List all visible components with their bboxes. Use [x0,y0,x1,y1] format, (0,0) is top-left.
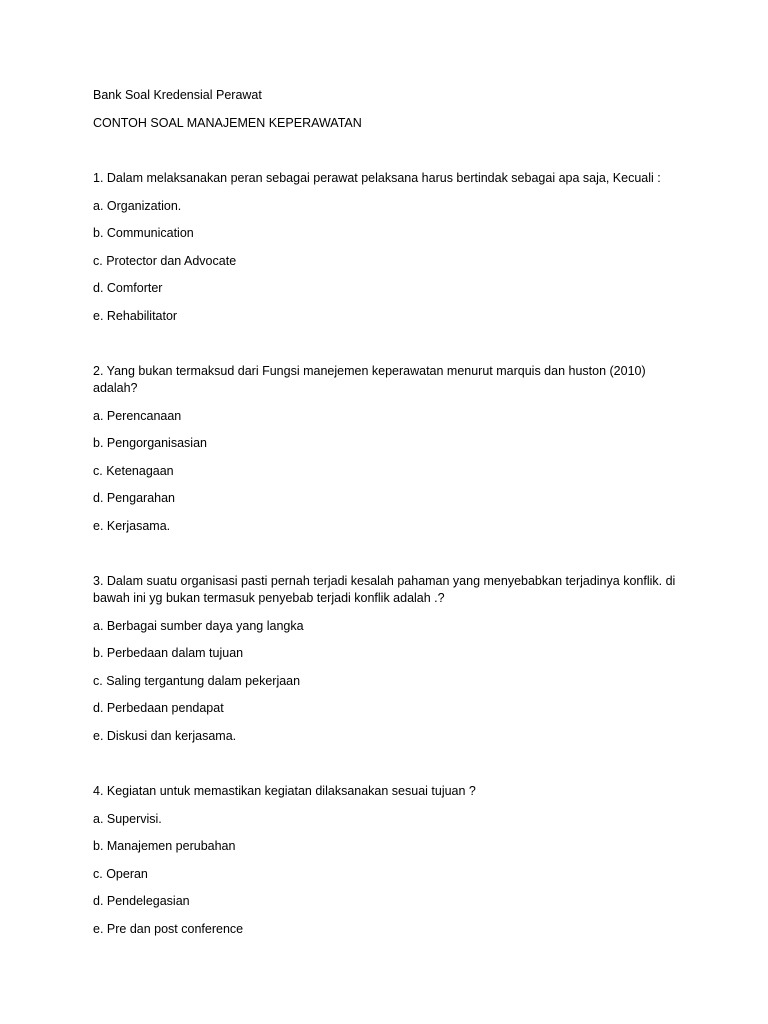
document-subtitle: CONTOH SOAL MANAJEMEN KEPERAWATAN [93,115,362,130]
question-2-option-b: b. Pengorganisasian [93,436,207,450]
question-4-option-b: b. Manajemen perubahan [93,839,236,853]
question-4-text: 4. Kegiatan untuk memastikan kegiatan dilaksanakan sesuai tujuan ? [93,783,476,798]
question-3-option-a: a. Berbagai sumber daya yang langka [93,618,304,633]
question-4-option-e: e. Pre dan post conference [93,921,244,936]
question-3-option-d: d. Perbedaan pendapat [93,701,224,715]
document-content [93,87,693,976]
question-1-option-d: d. Comforter [93,281,163,295]
question-block-1 [93,170,693,325]
question-1-option-b: b. Communication [93,226,194,240]
question-2-option-e: e. Kerjasama. [93,518,171,533]
question-2-option-a: a. Perencanaan [93,408,182,423]
document-title: Bank Soal Kredensial Perawat [93,88,262,102]
question-1-option-e: e. Rehabilitator [93,308,178,323]
question-3-option-e: e. Diskusi dan kerjasama. [93,728,237,743]
question-4-option-c: c. Operan [93,866,148,881]
question-2-option-d: d. Pengarahan [93,491,176,505]
question-3-text: 3. Dalam suatu organisasi pasti pernah terjadi kesalah pahaman yang menyebabkan terjadinya konflik. di bawah ini yg bukan termasuk penyebab terjadi konflik adalah .? [93,573,676,605]
question-block-3 [93,573,693,745]
question-1-option-a: a. Organization. [93,198,182,213]
question-4-option-a: a. Supervisi. [93,811,162,826]
question-3-option-b: b. Perbedaan dalam tujuan [93,646,244,660]
question-1-option-c: c. Protector dan Advocate [93,253,237,268]
question-block-2 [93,363,693,535]
question-block-4 [93,783,693,938]
question-3-option-c: c. Saling tergantung dalam pekerjaan [93,673,301,688]
question-2-text: 2. Yang bukan termaksud dari Fungsi manejemen keperawatan menurut marquis dan huston (2010) adalah? [93,363,646,395]
question-4-option-d: d. Pendelegasian [93,894,190,908]
question-1-text: 1. Dalam melaksanakan peran sebagai perawat pelaksana harus bertindak sebagai apa saja, Kecuali : [93,170,661,185]
question-2-option-c: c. Ketenagaan [93,463,174,478]
